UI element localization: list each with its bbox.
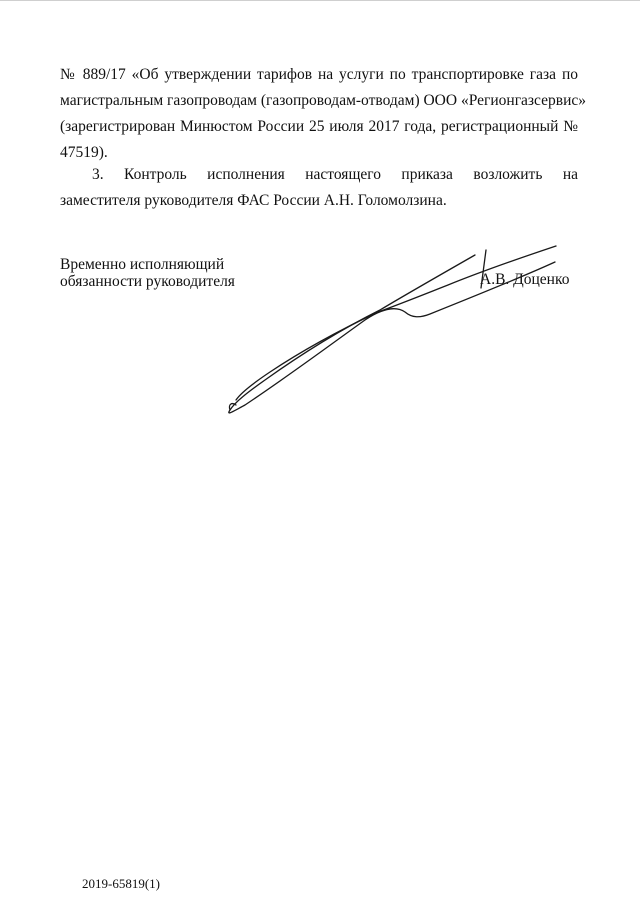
- page-top-edge: [0, 0, 640, 1]
- paragraph-line: заместителя руководителя ФАС России А.Н. Голомолзина.: [60, 192, 447, 209]
- signer-position-line-1: Временно исполняющий: [60, 256, 225, 273]
- paragraph-line: № 889/17 «Об утверждении тарифов на услуги по транспортировке газа по: [60, 66, 578, 83]
- signer-position: [60, 256, 235, 290]
- paragraph-line: 3. Контроль исполнения настоящего приказа возложить на: [92, 166, 578, 183]
- signer-name: А.В. Доценко: [480, 271, 570, 288]
- signer-position-line-2: обязанности руководителя: [60, 273, 235, 290]
- paragraph-line: (зарегистрирован Минюстом России 25 июля 2017 года, регистрационный №: [60, 118, 578, 135]
- paragraph-tariff-order: [60, 62, 586, 166]
- document-number: 2019-65819(1): [82, 876, 160, 891]
- paragraph-line: магистральным газопроводам (газопроводам-отводам) ООО «Регионгазсервис»: [60, 92, 586, 109]
- paragraph-control-clause: [60, 162, 578, 214]
- paragraph-line: 47519).: [60, 144, 108, 161]
